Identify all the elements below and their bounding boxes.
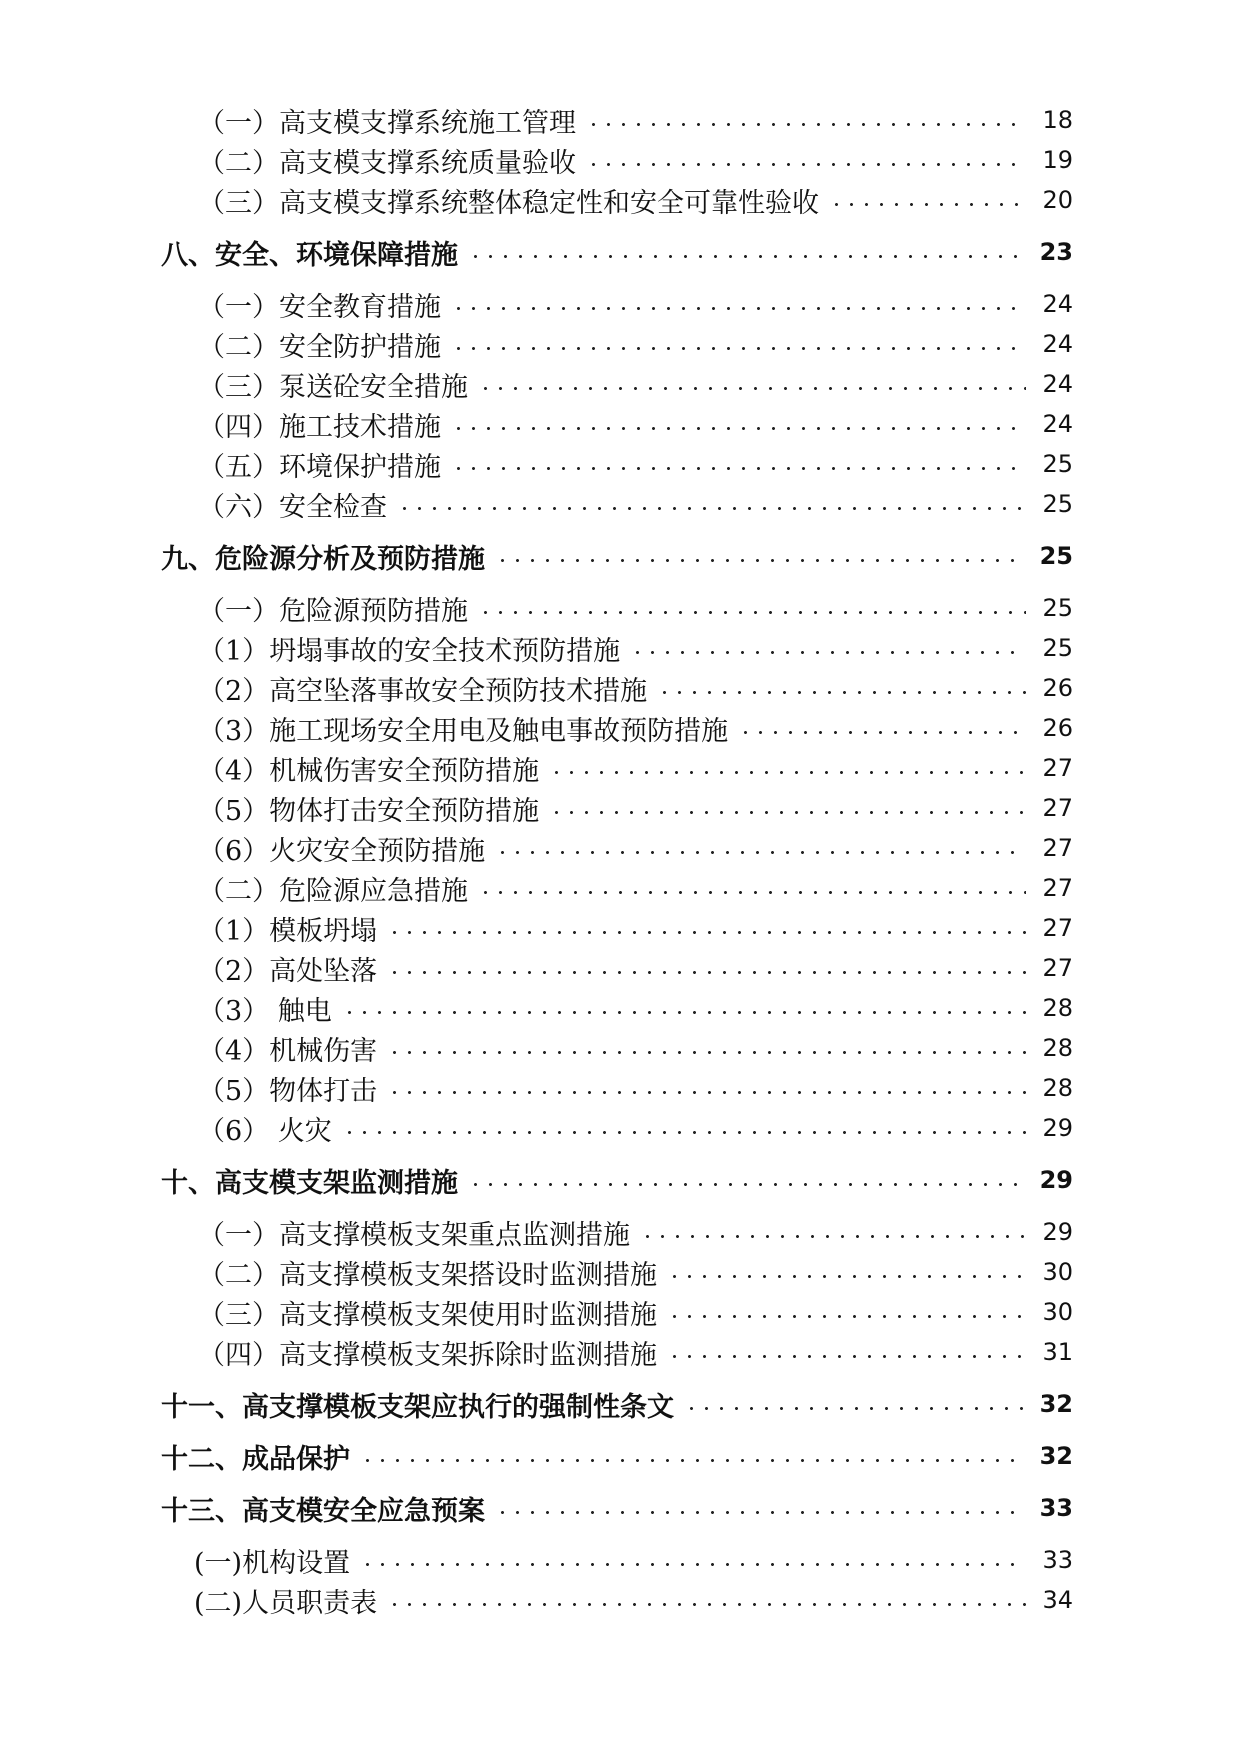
toc-section-entry[interactable] (0, 748, 1241, 788)
toc-section-entry[interactable] (0, 628, 1241, 668)
toc-section-entry[interactable] (0, 444, 1241, 484)
toc-page-number: 19 (1042, 146, 1073, 174)
toc-entry-title: (二)人员职责表 (194, 1587, 378, 1619)
toc-dot-leader (451, 347, 1026, 350)
toc-page-number: 31 (1042, 1338, 1073, 1366)
toc-section-entry[interactable] (0, 668, 1241, 708)
toc-page-number: 28 (1042, 994, 1073, 1022)
toc-entry-title: （二）危险源应急措施 (198, 875, 468, 907)
toc-entry-title: （1）模板坍塌 (198, 915, 378, 947)
toc-page-number: 24 (1042, 290, 1073, 318)
toc-chapter-entry[interactable] (0, 536, 1241, 576)
toc-page-number: 30 (1042, 1258, 1073, 1286)
toc-page-number: 27 (1042, 874, 1073, 902)
toc-chapter-entry[interactable] (0, 1488, 1241, 1528)
toc-section-entry[interactable] (0, 908, 1241, 948)
toc-entry-title: 十一、高支撑模板支架应执行的强制性条文 (161, 1391, 674, 1423)
toc-page-number: 29 (1042, 1218, 1073, 1246)
toc-page-number: 24 (1042, 410, 1073, 438)
toc-dot-leader (468, 255, 1024, 258)
toc-chapter-entry[interactable] (0, 232, 1241, 272)
toc-dot-leader (360, 1459, 1024, 1462)
toc-entry-title: （3）施工现场安全用电及触电事故预防措施 (198, 715, 729, 747)
toc-entry-title: （二）安全防护措施 (198, 331, 441, 363)
toc-entry-title: （一）高支模支撑系统施工管理 (198, 107, 576, 139)
toc-dot-leader (478, 611, 1026, 614)
toc-dot-leader (640, 1235, 1026, 1238)
toc-page-number: 25 (1042, 490, 1073, 518)
toc-dot-leader (586, 123, 1026, 126)
toc-section-entry[interactable] (0, 868, 1241, 908)
toc-dot-leader (667, 1355, 1026, 1358)
toc-dot-leader (397, 507, 1026, 510)
toc-page-number: 26 (1042, 674, 1073, 702)
toc-entry-title: （三）高支撑模板支架使用时监测措施 (198, 1299, 657, 1331)
toc-page-number: 32 (1039, 1442, 1073, 1470)
toc-dot-leader (451, 427, 1026, 430)
toc-dot-leader (495, 1511, 1024, 1514)
toc-entry-title: （5）物体打击 (198, 1075, 378, 1107)
toc-page-number: 24 (1042, 370, 1073, 398)
toc-dot-leader (495, 851, 1026, 854)
toc-section-entry[interactable] (0, 1292, 1241, 1332)
toc-section-entry[interactable] (0, 100, 1241, 140)
toc-dot-leader (478, 387, 1026, 390)
toc-section-entry[interactable] (0, 1332, 1241, 1372)
toc-entry-title: （五）环境保护措施 (198, 451, 441, 483)
toc-page-number: 28 (1042, 1074, 1073, 1102)
toc-page-number: 28 (1042, 1034, 1073, 1062)
toc-chapter-entry[interactable] (0, 1384, 1241, 1424)
toc-entry-title: (一)机构设置 (194, 1547, 351, 1579)
toc-section-entry[interactable] (0, 284, 1241, 324)
toc-section-entry[interactable] (0, 1252, 1241, 1292)
toc-section-entry[interactable] (0, 1212, 1241, 1252)
toc-entry-title: （5）物体打击安全预防措施 (198, 795, 540, 827)
toc-section-entry[interactable] (0, 1580, 1241, 1620)
toc-dot-leader (667, 1275, 1026, 1278)
toc-entry-title: （一）安全教育措施 (198, 291, 441, 323)
toc-entry-title: （四）高支撑模板支架拆除时监测措施 (198, 1339, 657, 1371)
toc-entry-title: （三）泵送砼安全措施 (198, 371, 468, 403)
toc-entry-title: （二）高支模支撑系统质量验收 (198, 147, 576, 179)
toc-entry-title: （二）高支撑模板支架搭设时监测措施 (198, 1259, 657, 1291)
toc-dot-leader (387, 971, 1026, 974)
toc-page-number: 32 (1039, 1390, 1073, 1418)
toc-page-number: 29 (1039, 1166, 1073, 1194)
toc-entry-title: （6） 火灾 (198, 1115, 332, 1147)
toc-entry-title: （六）安全检查 (198, 491, 387, 523)
toc-dot-leader (657, 691, 1026, 694)
toc-dot-leader (684, 1407, 1024, 1410)
toc-page-number: 25 (1039, 542, 1073, 570)
toc-section-entry[interactable] (0, 1028, 1241, 1068)
toc-entry-title: （一）高支撑模板支架重点监测措施 (198, 1219, 630, 1251)
toc-dot-leader (495, 559, 1024, 562)
toc-section-entry[interactable] (0, 708, 1241, 748)
toc-section-entry[interactable] (0, 828, 1241, 868)
toc-dot-leader (738, 731, 1026, 734)
toc-dot-leader (630, 651, 1026, 654)
toc-section-entry[interactable] (0, 588, 1241, 628)
toc-page-number: 20 (1042, 186, 1073, 214)
toc-dot-leader (451, 467, 1026, 470)
toc-page-number: 26 (1042, 714, 1073, 742)
toc-entry-title: 九、危险源分析及预防措施 (161, 543, 485, 575)
toc-dot-leader (549, 771, 1026, 774)
toc-dot-leader (478, 891, 1026, 894)
toc-entry-title: （6）火灾安全预防措施 (198, 835, 486, 867)
toc-entry-title: （三）高支模支撑系统整体稳定性和安全可靠性验收 (198, 187, 819, 219)
toc-page-number: 18 (1042, 106, 1073, 134)
toc-page-number: 27 (1042, 914, 1073, 942)
toc-section-entry[interactable] (0, 1540, 1241, 1580)
toc-dot-leader (829, 203, 1026, 206)
toc-dot-leader (387, 1091, 1026, 1094)
toc-dot-leader (342, 1131, 1027, 1134)
toc-page-number: 27 (1042, 794, 1073, 822)
toc-chapter-entry[interactable] (0, 1160, 1241, 1200)
toc-dot-leader (549, 811, 1026, 814)
toc-dot-leader (387, 931, 1026, 934)
toc-entry-title: （2）高处坠落 (198, 955, 378, 987)
toc-page-number: 33 (1042, 1546, 1073, 1574)
toc-entry-title: （一）危险源预防措施 (198, 595, 468, 627)
toc-entry-title: 十三、高支模安全应急预案 (161, 1495, 485, 1527)
toc-entry-title: （四）施工技术措施 (198, 411, 441, 443)
toc-page-number: 25 (1042, 450, 1073, 478)
toc-dot-leader (667, 1315, 1026, 1318)
toc-entry-title: （3） 触电 (198, 995, 332, 1027)
toc-entry-title: 八、安全、环境保障措施 (161, 239, 458, 271)
toc-entry-title: （2）高空坠落事故安全预防技术措施 (198, 675, 648, 707)
toc-chapter-entry[interactable] (0, 1436, 1241, 1476)
toc-section-entry[interactable] (0, 140, 1241, 180)
toc-section-entry[interactable] (0, 484, 1241, 524)
toc-dot-leader (451, 307, 1026, 310)
toc-dot-leader (468, 1183, 1024, 1186)
toc-dot-leader (342, 1011, 1027, 1014)
toc-section-entry[interactable] (0, 364, 1241, 404)
toc-section-entry[interactable] (0, 404, 1241, 444)
toc-entry-title: 十、高支模支架监测措施 (161, 1167, 458, 1199)
toc-section-entry[interactable] (0, 1108, 1241, 1148)
toc-page-number: 25 (1042, 634, 1073, 662)
toc-page-number: 29 (1042, 1114, 1073, 1142)
toc-page-number: 27 (1042, 834, 1073, 862)
toc-page-number: 30 (1042, 1298, 1073, 1326)
toc-dot-leader (586, 163, 1026, 166)
toc-entry-title: （1）坍塌事故的安全技术预防措施 (198, 635, 621, 667)
toc-section-entry[interactable] (0, 324, 1241, 364)
toc-section-entry[interactable] (0, 988, 1241, 1028)
toc-entry-title: 十二、成品保护 (161, 1443, 350, 1475)
toc-section-entry[interactable] (0, 788, 1241, 828)
toc-page-number: 33 (1039, 1494, 1073, 1522)
toc-page-number: 27 (1042, 954, 1073, 982)
toc-page-number: 34 (1042, 1586, 1073, 1614)
toc-dot-leader (387, 1603, 1026, 1606)
toc-entry-title: （4）机械伤害 (198, 1035, 378, 1067)
toc-page-number: 24 (1042, 330, 1073, 358)
toc-page-number: 23 (1039, 238, 1073, 266)
toc-dot-leader (360, 1563, 1026, 1566)
toc-dot-leader (387, 1051, 1026, 1054)
toc-section-entry[interactable] (0, 180, 1241, 220)
toc-page-number: 25 (1042, 594, 1073, 622)
toc-section-entry[interactable] (0, 948, 1241, 988)
toc-page-number: 27 (1042, 754, 1073, 782)
toc-section-entry[interactable] (0, 1068, 1241, 1108)
toc-entry-title: （4）机械伤害安全预防措施 (198, 755, 540, 787)
